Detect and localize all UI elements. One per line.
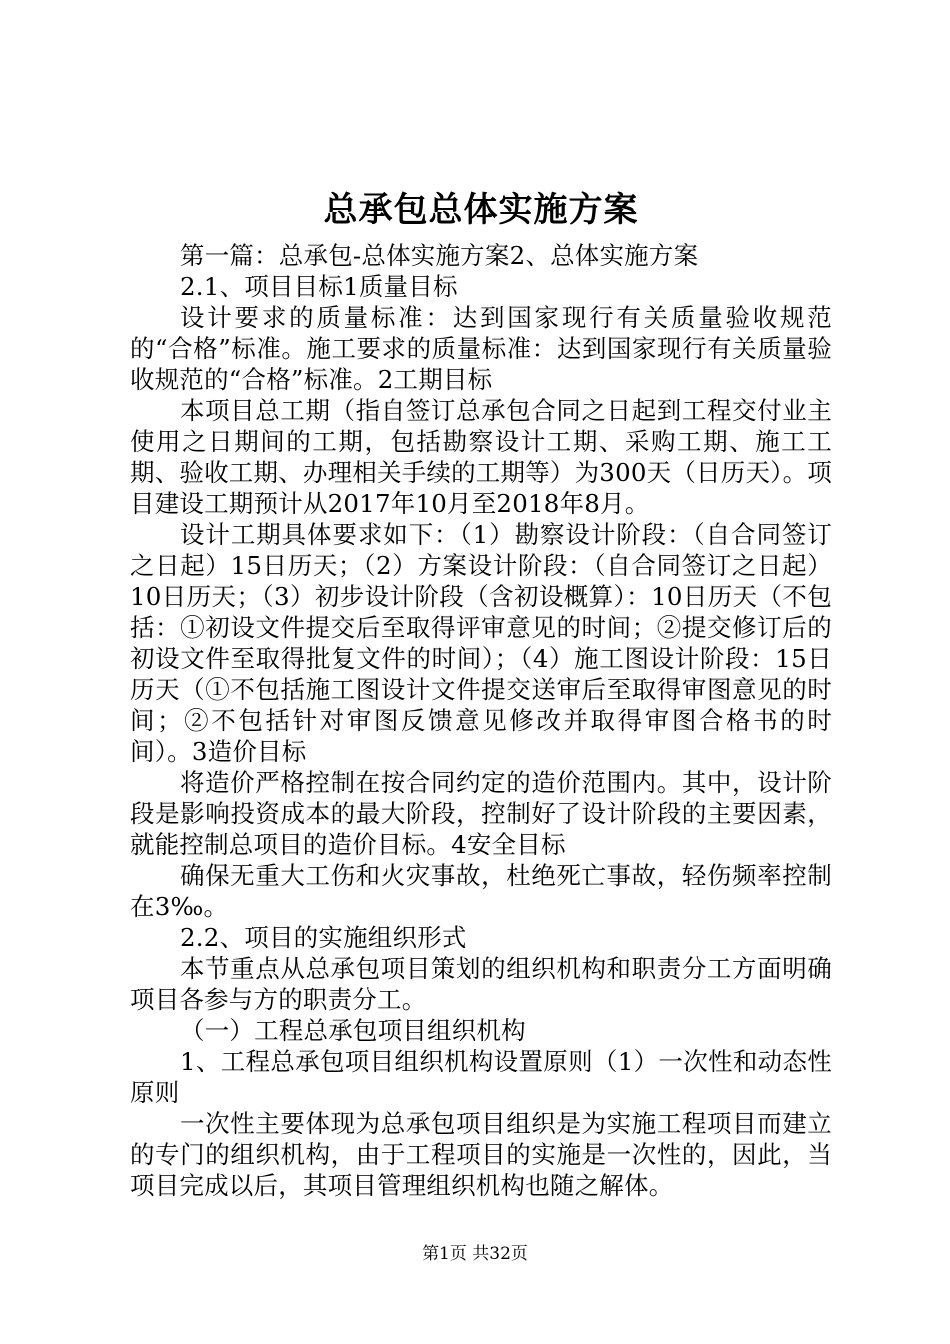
paragraph-design-schedule: 设计工期具体要求如下：（1）勘察设计阶段：（自合同签订之日起）15日历天；（2）方案设计阶段：（自合同签订之日起）10日历天；（3）初步设计阶段（含初设概算）：10日历天（不包括：①初设文件提交后至取得评审意见的时间；②提交修订后的初设文件至取得批复文件的时间）；（4）施工图设计阶段：15日历天（①不包括施工图设计文件提交送审后至取得审图意见的时间；②不包括针对审图反馈意见修改并取得审图合格书的时间）。3造价目标 [130, 520, 832, 766]
paragraph-section-2-1: 2.1、项目目标1质量目标 [180, 272, 458, 301]
paragraph-section-focus: 本节重点从总承包项目策划的组织机构和职责分工方面明确项目各参与方的职责分工。 [130, 954, 832, 1014]
paragraph-org-principles: 1、工程总承包项目组织机构设置原则（1）一次性和动态性原则 [130, 1047, 832, 1107]
paragraph-cost-target: 将造价严格控制在按合同约定的造价范围内。其中，设计阶段是影响投资成本的最大阶段，控制好了设计阶段的主要因素，就能控制总项目的造价目标。4安全目标 [130, 768, 832, 859]
paragraph-org-heading: （一）工程总承包项目组织机构 [180, 1016, 526, 1045]
paragraph-quality-target: 设计要求的质量标准：达到国家现行有关质量验收规范的“合格”标准。施工要求的质量标准：达到国家现行有关质量验收规范的“合格”标准。2工期目标 [130, 303, 832, 394]
paragraph-schedule-target: 本项目总工期（指自签订总承包合同之日起到工程交付业主使用之日期间的工期，包括勘察设计工期、采购工期、施工工期、验收工期、办理相关手续的工期等）为300天（日历天）。项目建设工期预计从2017年10月至2018年8月。 [130, 396, 833, 518]
paragraph-safety-target: 确保无重大工伤和火灾事故，杜绝死亡事故，轻伤频率控制在3‰。 [130, 861, 832, 921]
paragraph-intro: 第一篇：总承包-总体实施方案2、总体实施方案 [180, 241, 699, 270]
page-footer: 第1页 共32页 [422, 1244, 528, 1264]
document-page [130, 180, 832, 1201]
paragraph-section-2-2: 2.2、项目的实施组织形式 [180, 923, 467, 952]
paragraph-one-time-principle: 一次性主要体现为总承包项目组织是为实施工程项目而建立的专门的组织机构，由于工程项目的实施是一次性的，因此，当项目完成以后，其项目管理组织机构也随之解体。 [130, 1109, 832, 1200]
document-title: 总承包总体实施方案 [323, 190, 639, 230]
